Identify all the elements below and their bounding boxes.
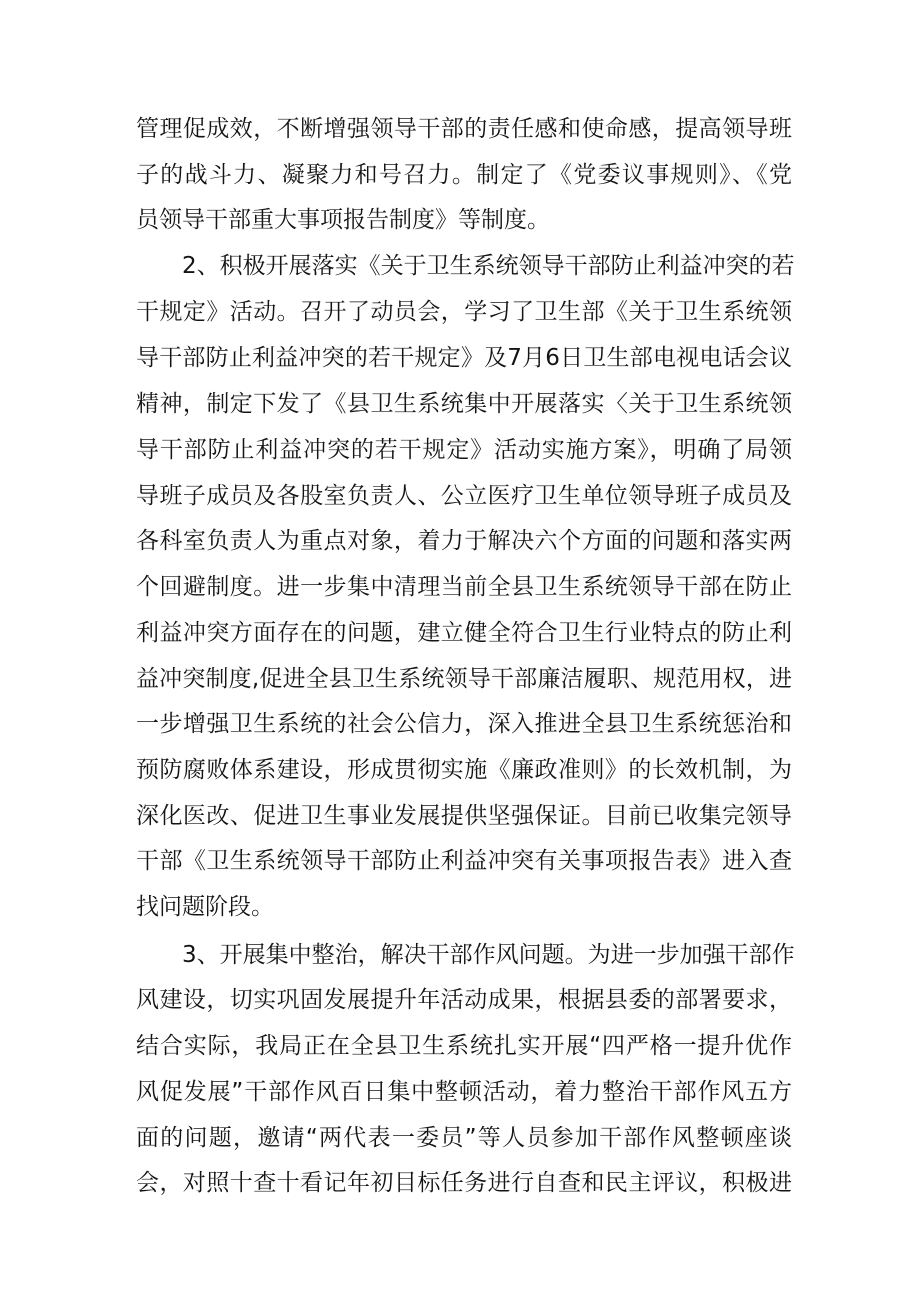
body-text-line: 精神，制定下发了《县卫生系统集中开展落实〈关于卫生系统领 bbox=[136, 391, 792, 417]
body-text-line: 管理促成效，不断增强领导干部的责任感和使命感，提高领导班 bbox=[136, 116, 792, 142]
body-text-line: 益冲突制度,促进全县卫生系统领导干部廉洁履职、规范用权，进 bbox=[136, 666, 792, 692]
body-text-line: 各科室负责人为重点对象，着力于解决六个方面的问题和落实两 bbox=[136, 528, 792, 554]
body-text-line: 深化医改、促进卫生事业发展提供坚强保证。目前已收集完领导 bbox=[136, 803, 792, 829]
body-text-line: 导班子成员及各股室负责人、公立医疗卫生单位领导班子成员及 bbox=[136, 483, 792, 509]
body-text-line: 导干部防止利益冲突的若干规定》及7月6日卫生部电视电话会议 bbox=[136, 345, 792, 371]
paragraph-start-line: 3、开展集中整治，解决干部作风问题。为进一步加强干部作 bbox=[182, 942, 795, 968]
body-text-line: 子的战斗力、凝聚力和号召力。制定了《党委议事规则》、《党 bbox=[136, 162, 792, 188]
body-text-line: 干部《卫生系统领导干部防止利益冲突有关事项报告表》进入查 bbox=[136, 848, 792, 874]
body-text-line: 预防腐败体系建设，形成贯彻实施《廉政准则》的长效机制，为 bbox=[136, 757, 792, 783]
body-text-line: 干规定》活动。召开了动员会，学习了卫生部《关于卫生系统领 bbox=[136, 299, 792, 325]
paragraph-start-line: 2、积极开展落实《关于卫生系统领导干部防止利益冲突的若 bbox=[182, 253, 795, 279]
body-text-line: 会，对照十查十看记年初目标任务进行自查和民主评议，积极进 bbox=[136, 1170, 792, 1196]
body-text-line: 找问题阶段。 bbox=[136, 894, 274, 920]
body-text-line: 结合实际，我局正在全县卫生系统扎实开展“四严格一提升优作 bbox=[136, 1033, 792, 1059]
body-text-line: 员领导干部重大事项报告制度》等制度。 bbox=[136, 207, 550, 233]
body-text-line: 一步增强卫生系统的社会公信力，深入推进全县卫生系统惩治和 bbox=[136, 711, 792, 737]
body-text-line: 风建设，切实巩固发展提升年活动成果，根据县委的部署要求， bbox=[136, 987, 792, 1013]
body-text-line: 面的问题，邀请“两代表一委员”等人员参加干部作风整顿座谈 bbox=[136, 1125, 792, 1151]
body-text-line: 个回避制度。进一步集中清理当前全县卫生系统领导干部在防止 bbox=[136, 574, 792, 600]
body-text-line: 导干部防止利益冲突的若干规定》活动实施方案》，明确了局领 bbox=[136, 437, 792, 463]
body-text-line: 利益冲突方面存在的问题，建立健全符合卫生行业特点的防止利 bbox=[136, 620, 792, 646]
body-text-line: 风促发展”干部作风百日集中整顿活动，着力整治干部作风五方 bbox=[136, 1079, 792, 1105]
